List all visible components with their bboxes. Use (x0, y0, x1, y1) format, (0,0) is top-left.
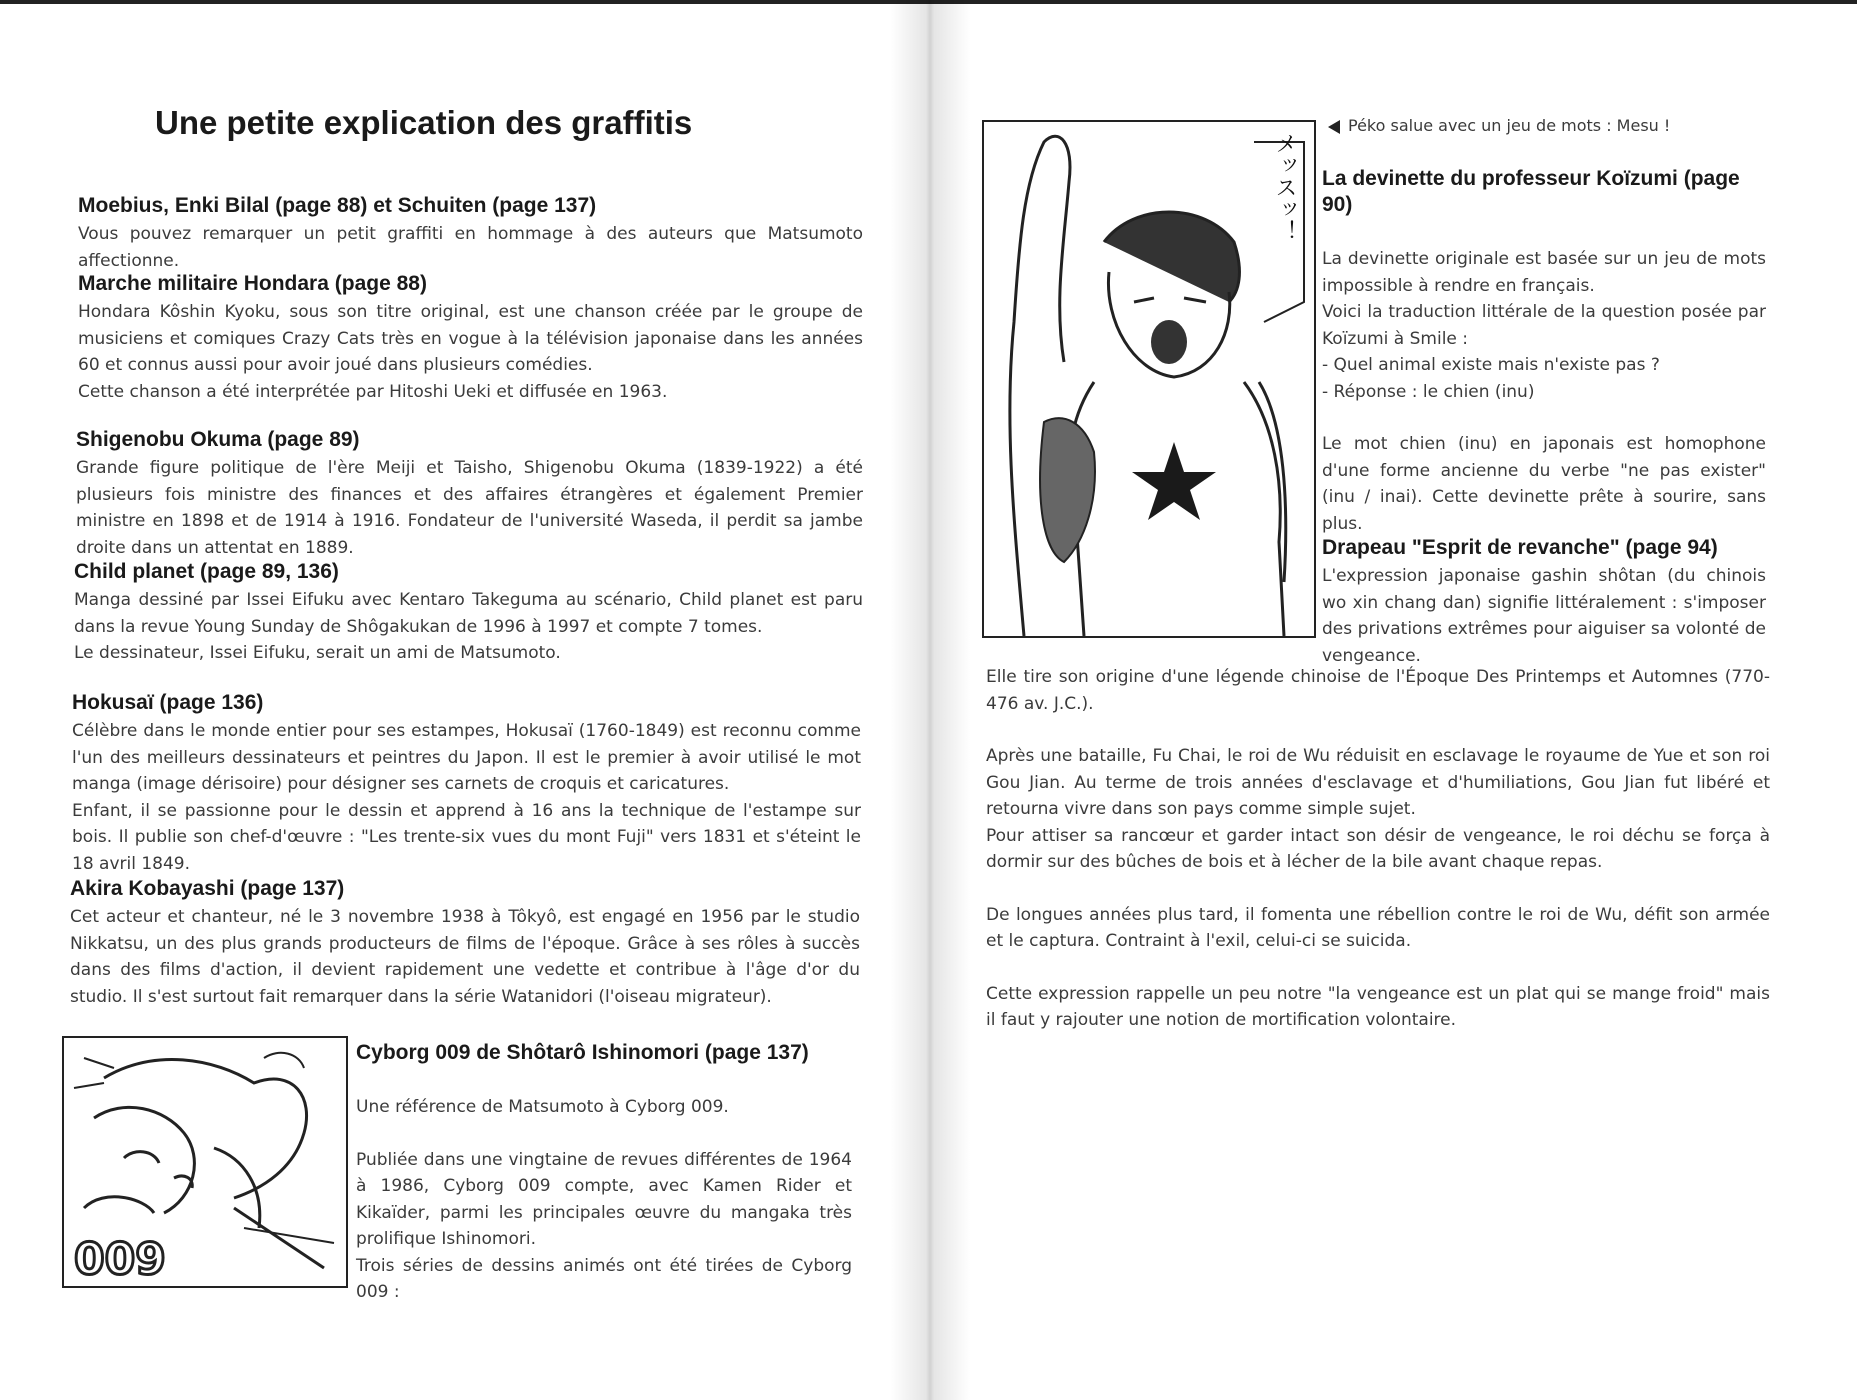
section-text: Publiée dans une vingtaine de revues différentes de 1964 à 1986, Cyborg 009 compte, avec Kamen Rider et Kikaïder, parmi les principales œuvre du mangaka très prolifique Ishinomori. (356, 1149, 852, 1249)
peko-drawing (984, 122, 1314, 636)
section-drapeau (1322, 535, 1766, 669)
section-text: - Quel animal existe mais n'existe pas ? (1322, 355, 1660, 375)
section-text: Cette expression rappelle un peu notre "la vengeance est un plat qui se mange froid" mais il faut y rajouter une notion de mortification volontaire. (986, 983, 1770, 1030)
section-heading: Drapeau "Esprit de revanche" (page 94) (1322, 536, 1718, 559)
section-text: Enfant, il se passionne pour le dessin et apprend à 16 ans la technique de l'estampe sur bois. Il publie son chef-d'œuvre : "Les trente-six vues du mont Fuji" vers 1831 et s'éteint le 18 avril 1849. (72, 800, 861, 874)
section-hokusai (72, 690, 861, 877)
section-text: Une référence de Matsumoto à Cyborg 009. (356, 1097, 729, 1117)
peko-panel (982, 120, 1316, 638)
section-text: Manga dessiné par Issei Eifuku avec Kentaro Takeguma au scénario, Child planet est paru dans la revue Young Sunday de Shôgakukan de 1996 à 1997 et compte 7 tomes. (74, 590, 863, 637)
section-heading: Hokusaï (page 136) (72, 691, 264, 714)
section-text: Elle tire son origine d'une légende chinoise de l'Époque Des Printemps et Automnes (770-476 av. J.C.). (986, 667, 1770, 714)
section-kobayashi (70, 876, 860, 1010)
cyborg-drawing (64, 1038, 346, 1286)
section-heading: La devinette du professeur Koïzumi (page 90) (1322, 167, 1740, 216)
section-text: De longues années plus tard, il fomenta une rébellion contre le roi de Wu, défit son armée et le captura. Contraint à l'exil, celui-ci se suicida. (986, 904, 1770, 951)
section-legend (986, 664, 1770, 1034)
cyborg-009-panel (62, 1036, 348, 1288)
section-koizumi (1322, 166, 1766, 537)
panel-009-text: 009 (74, 1234, 166, 1285)
section-child-planet (74, 559, 863, 667)
section-text: - Réponse : le chien (inu) (1322, 381, 1535, 402)
section-text: Célèbre dans le monde entier pour ses estampes, Hokusaï (1760-1849) est reconnu comme l'un des meilleurs dessinateurs et peintres du Japon. Il est le premier à avoir utilisé le mot manga (image dérisoire) pour désigner ses carnets de croquis et caricatures. (72, 721, 861, 794)
section-heading: Akira Kobayashi (page 137) (70, 877, 345, 900)
section-text: Pour attiser sa rancœur et garder intact son désir de vengeance, le roi déchu se força à dormir sur des bûches de bois et à lécher de la bile avant chaque repas. (986, 825, 1770, 872)
section-text: Après une bataille, Fu Chai, le roi de Wu réduisit en esclavage le royaume de Yue et son roi Gou Jian. Au terme de trois années d'esclavage et d'humiliations, Gou Jian fut libéré et retourna vivre dans son pays comme simple sujet. (986, 746, 1770, 819)
section-text: Le dessinateur, Issei Eifuku, serait un ami de Matsumoto. (74, 643, 561, 663)
section-text: Cette chanson a été interprétée par Hitoshi Ueki et diffusée en 1963. (78, 381, 668, 402)
section-heading: Marche militaire Hondara (page 88) (78, 272, 427, 295)
section-okuma (76, 427, 863, 561)
section-text: Le mot chien (inu) en japonais est homophone d'une forme ancienne du verbe "ne pas exister" (inu / inai). Cette devinette prête à sourire, sans plus. (1322, 434, 1766, 534)
section-text: Vous pouvez remarquer un petit graffiti en hommage à des auteurs que Matsumoto affectionne. (78, 224, 863, 271)
section-hondara (78, 271, 863, 405)
page-title: Une petite explication des graffitis (155, 104, 693, 141)
section-text: Voici la traduction littérale de la question posée par Koïzumi à Smile : (1322, 302, 1766, 349)
caption-arrow-icon (1328, 120, 1340, 134)
section-text: L'expression japonaise gashin shôtan (du chinois wo xin chang dan) signifie littéralement : s'imposer des privations extrêmes pour aiguiser sa volonté de vengeance. (1322, 566, 1766, 666)
book-gutter (890, 0, 970, 1400)
section-text: La devinette originale est basée sur un jeu de mots impossible à rendre en français. (1322, 249, 1766, 296)
section-text: Hondara Kôshin Kyoku, sous son titre original, est une chanson créée par le groupe de musiciens et comiques Crazy Cats très en vogue à la télévision japonaise dans les années 60 et connus aussi pour avoir joué dans plusieurs comédies. (78, 302, 863, 375)
panel-caption (1328, 113, 1778, 140)
section-heading: Moebius, Enki Bilal (page 88) et Schuiten (page 137) (78, 194, 597, 217)
section-text: Grande figure politique de l'ère Meiji et Taisho, Shigenobu Okuma (1839-1922) a été plusieurs fois ministre des finances et des affaires étrangères et également Premier ministre en 1898 et de 1914 à 1916. Fondateur de l'université Waseda, il perdit sa jambe droite dans un attentat en 1889. (76, 458, 863, 558)
section-text: Trois séries de dessins animés ont été tirées de Cyborg 009 : (356, 1255, 852, 1302)
section-cyborg (356, 1040, 852, 1306)
section-heading: Child planet (page 89, 136) (74, 560, 339, 583)
section-heading: Shigenobu Okuma (page 89) (76, 428, 360, 451)
section-moebius (78, 193, 863, 274)
caption-text: Péko salue avec un jeu de mots : Mesu ! (1348, 116, 1671, 135)
section-text: Cet acteur et chanteur, né le 3 novembre 1938 à Tôkyô, est engagé en 1956 par le studio Nikkatsu, un des plus grands producteurs de films de l'époque. Grâce à ses rôles à succès dans des films d'action, il devient rapidement une vedette et contribue à l'âge d'or du studio. Il s'est surtout fait remarquer dans la série Watanidori (l'oiseau migrateur). (70, 907, 860, 1007)
section-heading: Cyborg 009 de Shôtarô Ishinomori (page 137) (356, 1041, 809, 1064)
panel-japanese-text: メッスッ！ (1272, 132, 1297, 242)
